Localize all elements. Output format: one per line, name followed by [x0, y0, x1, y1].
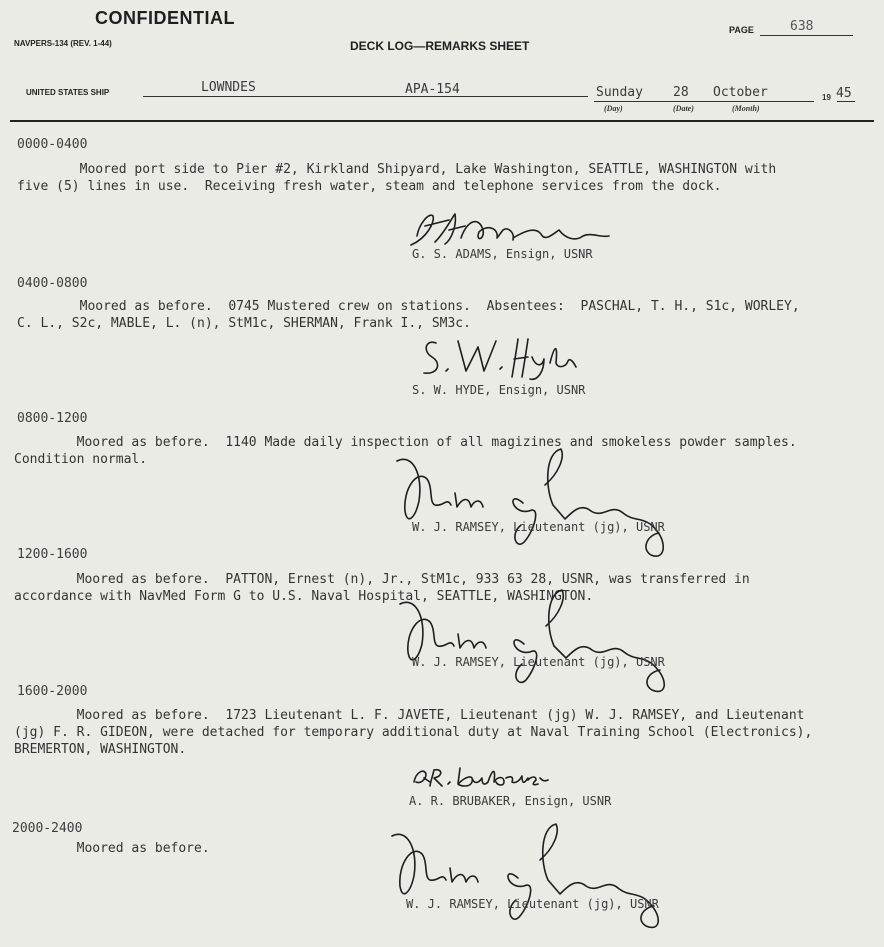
brubaker-signature [412, 762, 552, 792]
form-number: NAVPERS-134 (REV. 1-44) [14, 39, 112, 48]
ship-name: LOWNDES [201, 80, 256, 95]
signature-name: S. W. HYDE, Ensign, USNR [412, 383, 586, 397]
ship-underline [143, 96, 588, 97]
watch-label: 0800-1200 [17, 411, 88, 426]
ramsey-signature [398, 588, 688, 698]
hyde-signature [418, 333, 578, 383]
day-caption: (Day) [604, 104, 623, 113]
ship-label: UNITED STATES SHIP [26, 88, 110, 97]
classification-label: CONFIDENTIAL [95, 8, 235, 28]
date-underline [594, 101, 814, 102]
watch-remarks: Moored as before. [14, 841, 210, 856]
log-date: 28 [673, 85, 689, 100]
watch-remarks: Moored as before. PATTON, Ernest (n), Jr., StM1c, 933 63 28, USNR, was transferred in accordance with NavMed Form G to U.S. Naval Hospital, SEATTLE, WASHINGTON. [14, 572, 750, 604]
watch-label: 1600-2000 [17, 684, 88, 699]
page-number: 638 [790, 19, 814, 34]
signature-name: W. J. RAMSEY, Lieutenant (jg), USNR [406, 897, 659, 911]
year-suffix: 45 [836, 86, 852, 101]
watch-label: 0400-0800 [17, 276, 88, 291]
watch-label: 1200-1600 [17, 547, 88, 562]
page-underline [760, 35, 853, 36]
watch-remarks: Moored as before. 1723 Lieutenant L. F. JAVETE, Lieutenant (jg) W. J. RAMSEY, and Lieutenant (jg) F. R. GIDEON, were detached for temporary additional duty at Naval Training School (Electronics), BREMERTON, WASHINGTON. [14, 708, 813, 757]
log-month: October [713, 85, 768, 100]
watch-label: 0000-0400 [17, 137, 88, 152]
watch-remarks: Moored as before. 1140 Made daily inspection of all magizines and smokeless powder samples. Condition normal. [14, 435, 797, 467]
signature-name: A. R. BRUBAKER, Ensign, USNR [409, 794, 612, 808]
watch-label: 2000-2400 [12, 821, 83, 836]
signature-name: W. J. RAMSEY, Lieutenant (jg), USNR [412, 520, 665, 534]
ramsey-signature [390, 818, 680, 933]
header-rule [10, 120, 874, 122]
year-underline [837, 101, 855, 102]
month-caption: (Month) [732, 104, 760, 113]
log-day: Sunday [596, 85, 643, 100]
sheet-title: DECK LOG—REMARKS SHEET [350, 39, 530, 53]
signature-name: W. J. RAMSEY, Lieutenant (jg), USNR [412, 655, 665, 669]
year-prefix: 19 [822, 93, 831, 102]
page-label: PAGE [729, 25, 754, 35]
watch-remarks: Moored port side to Pier #2, Kirkland Shipyard, Lake Washington, SEATTLE, WASHINGTON with five (5) lines in use. Receiving fresh water, steam and telephone services from the dock. [17, 162, 777, 194]
ramsey-signature [395, 445, 685, 565]
hull-number: APA-154 [405, 82, 460, 97]
watch-remarks: Moored as before. 0745 Mustered crew on stations. Absentees: PASCHAL, T. H., S1c, WORLEY, C. L., S2c, MABLE, L. (n), StM1c, SHERMAN, Frank I., SM3c. [17, 299, 800, 331]
date-caption: (Date) [673, 104, 694, 113]
signature-name: G. S. ADAMS, Ensign, USNR [412, 247, 593, 261]
